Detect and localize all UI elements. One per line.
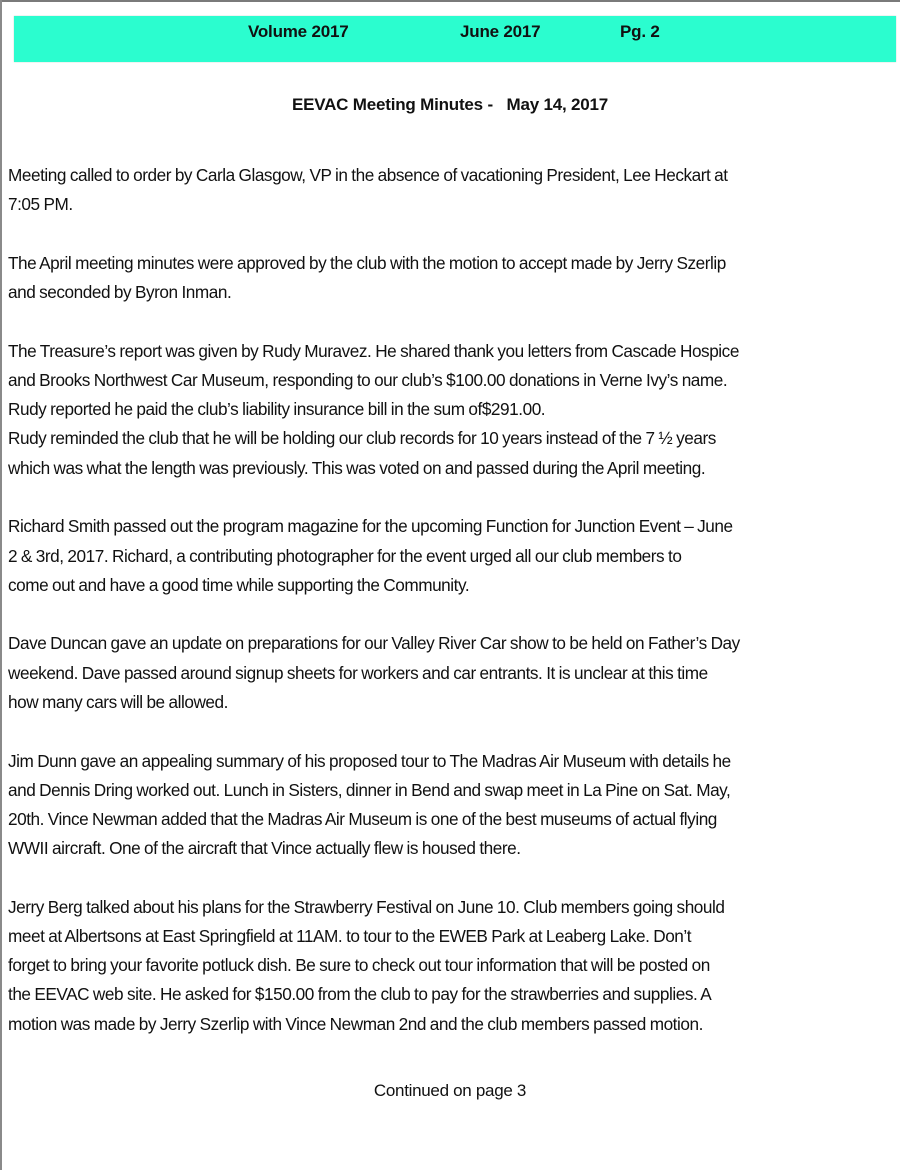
newsletter-header-banner <box>14 16 896 62</box>
page-number-label: Pg. 2 <box>620 22 660 41</box>
paragraph-april-minutes: The April meeting minutes were approved by the club with the motion to accept made by Jerry Szerlip and seconded by Byron Inman. <box>8 252 726 303</box>
paragraph-treasurer-report: The Treasure’s report was given by Rudy Muravez. He shared thank you letters from Cascade Hospice and Brooks Northwest Car Museum, responding to our club’s $100.00 donations in Verne Ivy’s name. Rudy reported he paid the club’s liability insurance bill in the sum of$291.00. Rudy reminded the club that he will be holding our club records for 10 years instead of the 7 ½ years which was what the length was previously. This was voted on and passed during the April meeting. <box>8 340 739 478</box>
minutes-body <box>8 161 898 1068</box>
paragraph-strawberry-festival: Jerry Berg talked about his plans for the Strawberry Festival on June 10. Club members going should meet at Albertsons at East Springfield at 11AM. to tour to the EWEB Park at Leaberg Lake. Don’t forget to bring your favorite potluck dish. Be sure to check out tour information that will be posted on the EEVAC web site. He asked for $150.00 from the club to pay for the strawberries and supplies. A motion was made by Jerry Szerlip with Vince Newman 2nd and the club members passed motion. <box>8 896 725 1034</box>
paragraph-car-show: Dave Duncan gave an update on preparations for our Valley River Car show to be held on Father’s Day weekend. Dave passed around signup sheets for workers and car entrants. It is unclear at this time how many cars will be allowed. <box>8 633 740 712</box>
paragraph-function-for-junction: Richard Smith passed out the program magazine for the upcoming Function for Junction Event – June 2 & 3rd, 2017. Richard, a contributing photographer for the event urged all our club members to come out and have a good time while supporting the Community. <box>8 516 733 595</box>
page-border-top <box>0 0 900 2</box>
page-border-left <box>0 0 2 1170</box>
continued-note: Continued on page 3 <box>373 1081 527 1100</box>
paragraph-madras-tour: Jim Dunn gave an appealing summary of his proposed tour to The Madras Air Museum with details he and Dennis Dring worked out. Lunch in Sisters, dinner in Bend and swap meet in La Pine on Sat. May, 20th. Vince Newman added that the Madras Air Museum is one of the best museums of actual flying WWII aircraft. One of the aircraft that Vince actually flew is housed there. <box>8 750 731 859</box>
page-title: EEVAC Meeting Minutes - May 14, 2017 <box>291 95 609 114</box>
issue-month-label: June 2017 <box>460 22 541 41</box>
volume-label: Volume 2017 <box>248 22 349 41</box>
paragraph-call-to-order: Meeting called to order by Carla Glasgow, VP in the absence of vacationing President, Lee Heckart at 7:05 PM. <box>8 165 728 215</box>
